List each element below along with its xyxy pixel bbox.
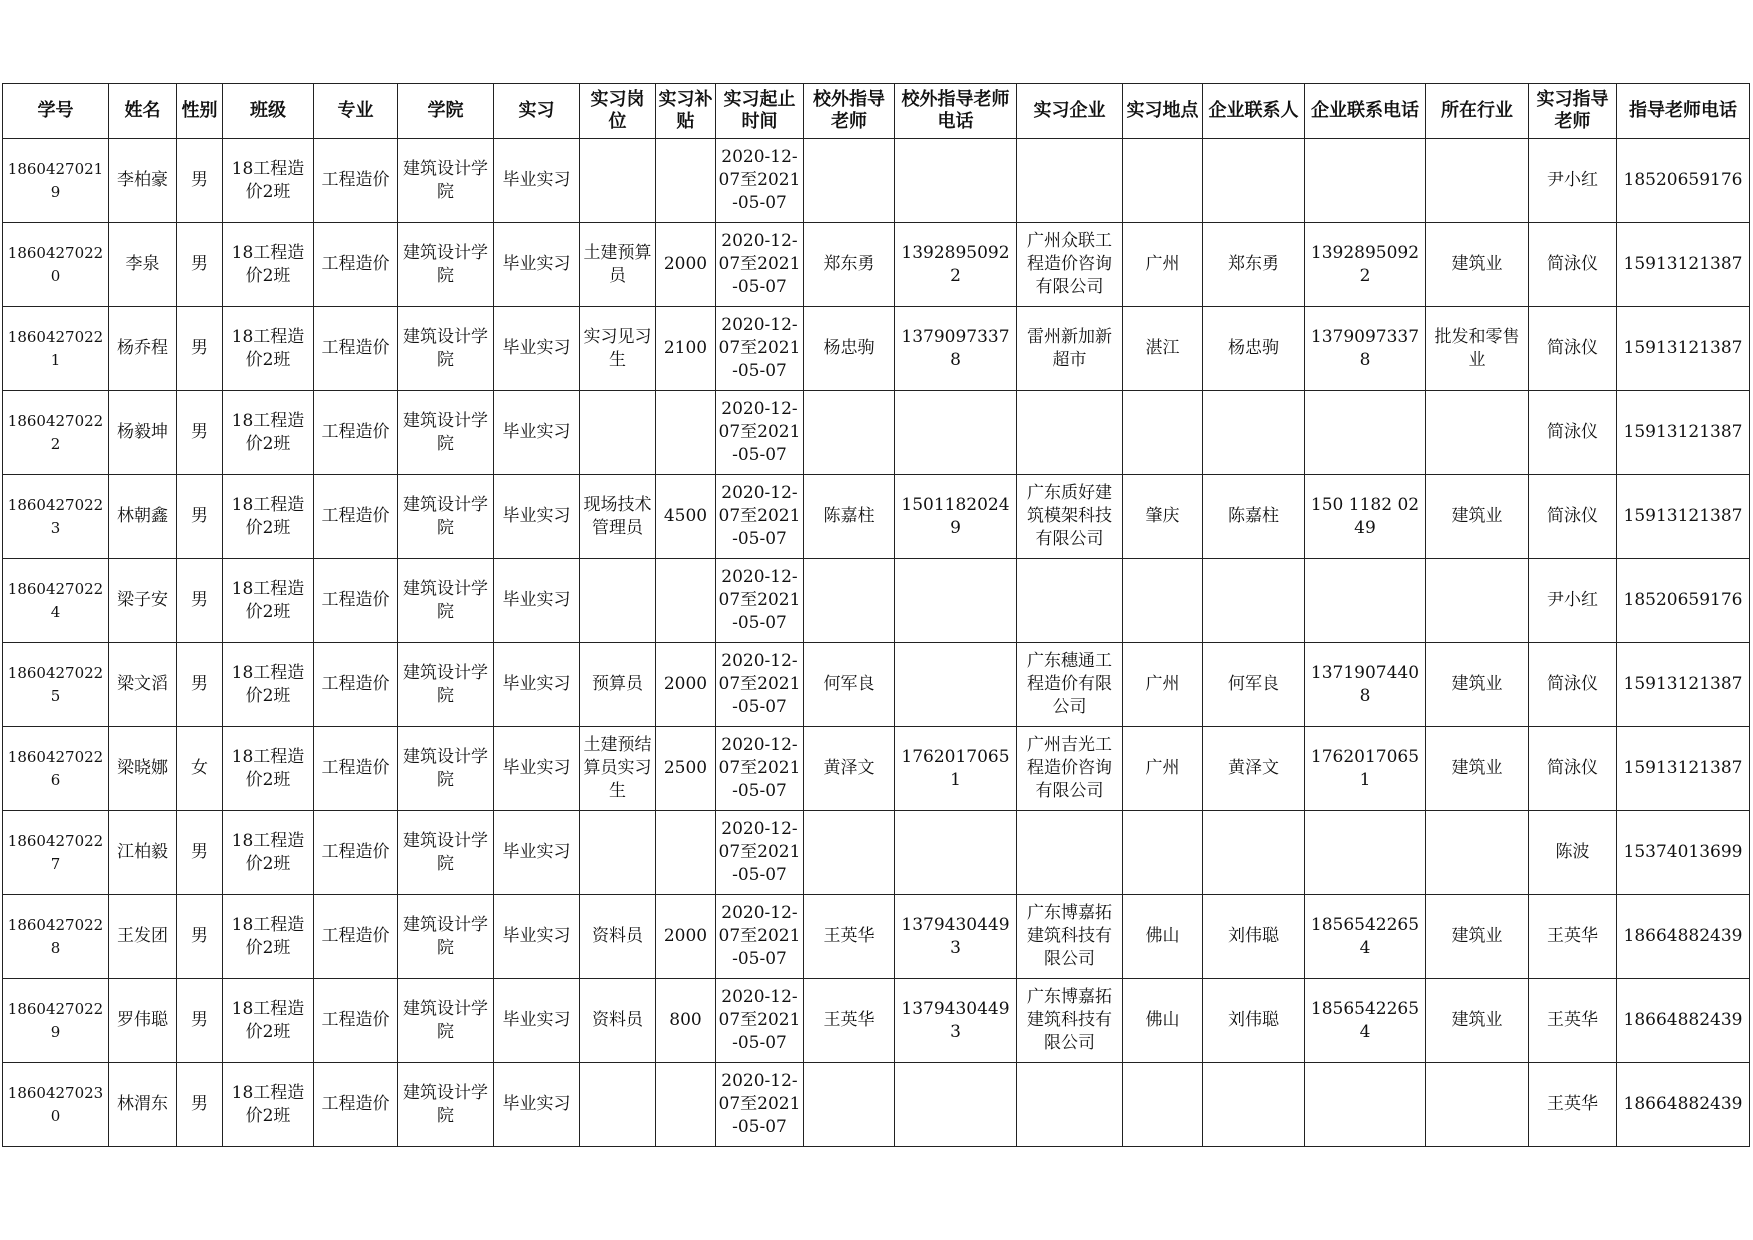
table-row bbox=[3, 391, 1750, 475]
table-cell: 湛江 bbox=[1123, 307, 1203, 391]
table-cell bbox=[580, 391, 656, 475]
table-cell: 男 bbox=[177, 895, 223, 979]
table-cell bbox=[1426, 811, 1529, 895]
column-header: 性别 bbox=[177, 84, 223, 139]
table-body bbox=[3, 139, 1750, 1147]
table-cell bbox=[1305, 559, 1426, 643]
table-cell: 男 bbox=[177, 223, 223, 307]
table-cell: 18工程造价2班 bbox=[223, 643, 314, 727]
table-cell bbox=[895, 643, 1017, 727]
table-cell: 男 bbox=[177, 559, 223, 643]
table-cell: 男 bbox=[177, 307, 223, 391]
table-cell: 建筑业 bbox=[1426, 643, 1529, 727]
table-cell: 毕业实习 bbox=[494, 895, 580, 979]
table-cell: 广州众联工程造价咨询有限公司 bbox=[1017, 223, 1123, 307]
period-text: 2020-12-07至2021-05-07 bbox=[718, 651, 801, 717]
table-cell: 建筑设计学院 bbox=[398, 727, 494, 811]
table-cell: 实习见习生 bbox=[580, 307, 656, 391]
table-cell: 陈波 bbox=[1529, 811, 1617, 895]
table-cell: 杨乔程 bbox=[109, 307, 177, 391]
table-cell: 工程造价 bbox=[314, 811, 398, 895]
table-cell: 15913121387 bbox=[1617, 475, 1750, 559]
table-cell: 黄泽文 bbox=[1203, 727, 1305, 811]
table-cell: 13719074408 bbox=[1305, 643, 1426, 727]
internship-table bbox=[2, 83, 1750, 1147]
table-cell bbox=[656, 139, 716, 223]
table-cell: 建筑业 bbox=[1426, 979, 1529, 1063]
table-cell bbox=[1017, 139, 1123, 223]
table-cell: 杨毅坤 bbox=[109, 391, 177, 475]
table-cell: 工程造价 bbox=[314, 223, 398, 307]
table-cell: 简泳仪 bbox=[1529, 307, 1617, 391]
table-cell: 13928950922 bbox=[895, 223, 1017, 307]
table-cell bbox=[804, 559, 895, 643]
table-cell bbox=[716, 307, 804, 391]
table-cell: 18604270228 bbox=[3, 895, 109, 979]
table-cell: 男 bbox=[177, 391, 223, 475]
table-cell: 毕业实习 bbox=[494, 139, 580, 223]
table-cell: 18工程造价2班 bbox=[223, 307, 314, 391]
table-cell: 2000 bbox=[656, 895, 716, 979]
table-cell: 土建预算员 bbox=[580, 223, 656, 307]
table-cell: 梁晓娜 bbox=[109, 727, 177, 811]
table-cell: 男 bbox=[177, 811, 223, 895]
table-cell: 15913121387 bbox=[1617, 223, 1750, 307]
table-cell: 男 bbox=[177, 643, 223, 727]
table-cell bbox=[1426, 139, 1529, 223]
table-cell: 男 bbox=[177, 139, 223, 223]
table-cell: 广州 bbox=[1123, 643, 1203, 727]
table-cell: 简泳仪 bbox=[1529, 727, 1617, 811]
table-cell bbox=[804, 1063, 895, 1147]
table-cell bbox=[716, 727, 804, 811]
table-cell bbox=[1305, 139, 1426, 223]
table-cell bbox=[895, 559, 1017, 643]
table-cell: 800 bbox=[656, 979, 716, 1063]
table-cell bbox=[1203, 559, 1305, 643]
table-cell: 2100 bbox=[656, 307, 716, 391]
table-cell: 15913121387 bbox=[1617, 391, 1750, 475]
table-cell: 13794304493 bbox=[895, 979, 1017, 1063]
table-cell bbox=[1017, 1063, 1123, 1147]
table-cell: 郑东勇 bbox=[1203, 223, 1305, 307]
table-cell: 广州 bbox=[1123, 223, 1203, 307]
table-cell: 工程造价 bbox=[314, 895, 398, 979]
table-cell: 黄泽文 bbox=[804, 727, 895, 811]
table-cell: 王英华 bbox=[804, 979, 895, 1063]
table-cell: 建筑设计学院 bbox=[398, 559, 494, 643]
column-header: 实习岗位 bbox=[580, 84, 656, 139]
table-cell: 罗伟聪 bbox=[109, 979, 177, 1063]
table-cell: 广东博嘉拓建筑科技有限公司 bbox=[1017, 979, 1123, 1063]
column-header: 校外指导老师电话 bbox=[895, 84, 1017, 139]
table-cell: 毕业实习 bbox=[494, 979, 580, 1063]
table-cell: 梁文滔 bbox=[109, 643, 177, 727]
table-cell: 简泳仪 bbox=[1529, 391, 1617, 475]
column-header: 实习地点 bbox=[1123, 84, 1203, 139]
table-cell: 女 bbox=[177, 727, 223, 811]
table-cell bbox=[1203, 811, 1305, 895]
table-cell: 资料员 bbox=[580, 979, 656, 1063]
table-cell bbox=[804, 811, 895, 895]
table-row bbox=[3, 475, 1750, 559]
table-cell: 18664882439 bbox=[1617, 1063, 1750, 1147]
table-cell: 18工程造价2班 bbox=[223, 727, 314, 811]
table-cell: 王英华 bbox=[804, 895, 895, 979]
table-cell: 18工程造价2班 bbox=[223, 979, 314, 1063]
table-cell bbox=[1305, 391, 1426, 475]
column-header: 班级 bbox=[223, 84, 314, 139]
table-cell: 150 1182 0249 bbox=[1305, 475, 1426, 559]
table-cell: 18604270227 bbox=[3, 811, 109, 895]
table-cell: 刘伟聪 bbox=[1203, 895, 1305, 979]
table-cell: 建筑设计学院 bbox=[398, 895, 494, 979]
table-cell: 建筑设计学院 bbox=[398, 139, 494, 223]
table-cell: 男 bbox=[177, 475, 223, 559]
table-cell bbox=[716, 1063, 804, 1147]
table-cell bbox=[580, 811, 656, 895]
table-cell: 雷州新加新超市 bbox=[1017, 307, 1123, 391]
column-header: 实习补贴 bbox=[656, 84, 716, 139]
table-cell: 18604270222 bbox=[3, 391, 109, 475]
table-cell: 毕业实习 bbox=[494, 391, 580, 475]
table-cell bbox=[716, 223, 804, 307]
table-cell: 18工程造价2班 bbox=[223, 139, 314, 223]
table-cell bbox=[1426, 1063, 1529, 1147]
table-cell bbox=[895, 391, 1017, 475]
table-cell: 18604270223 bbox=[3, 475, 109, 559]
table-cell bbox=[1123, 139, 1203, 223]
column-header: 企业联系人 bbox=[1203, 84, 1305, 139]
table-cell: 18604270229 bbox=[3, 979, 109, 1063]
table-cell: 李泉 bbox=[109, 223, 177, 307]
table-cell: 建筑业 bbox=[1426, 223, 1529, 307]
table-cell: 何军良 bbox=[804, 643, 895, 727]
table-cell: 17620170651 bbox=[895, 727, 1017, 811]
table-cell: 王英华 bbox=[1529, 1063, 1617, 1147]
table-row bbox=[3, 979, 1750, 1063]
table-cell bbox=[1305, 811, 1426, 895]
table-cell bbox=[580, 559, 656, 643]
table-cell: 毕业实习 bbox=[494, 475, 580, 559]
table-cell bbox=[1203, 1063, 1305, 1147]
table-cell bbox=[656, 811, 716, 895]
header-row bbox=[3, 84, 1750, 139]
table-cell bbox=[716, 643, 804, 727]
table-cell: 18604270230 bbox=[3, 1063, 109, 1147]
table-cell bbox=[656, 1063, 716, 1147]
period-text: 2020-12-07至2021-05-07 bbox=[718, 399, 801, 465]
table-cell: 陈嘉柱 bbox=[804, 475, 895, 559]
period-text: 2020-12-07至2021-05-07 bbox=[718, 987, 801, 1053]
table-cell: 建筑业 bbox=[1426, 895, 1529, 979]
table-cell: 18604270219 bbox=[3, 139, 109, 223]
table-cell bbox=[1017, 811, 1123, 895]
table-cell: 王发团 bbox=[109, 895, 177, 979]
table-cell bbox=[1426, 559, 1529, 643]
table-cell: 18工程造价2班 bbox=[223, 559, 314, 643]
table-cell bbox=[716, 979, 804, 1063]
table-cell: 简泳仪 bbox=[1529, 475, 1617, 559]
table-cell: 杨忠驹 bbox=[804, 307, 895, 391]
table-cell: 15913121387 bbox=[1617, 643, 1750, 727]
table-cell: 15374013699 bbox=[1617, 811, 1750, 895]
table-cell: 佛山 bbox=[1123, 895, 1203, 979]
period-text: 2020-12-07至2021-05-07 bbox=[718, 903, 801, 969]
table-row bbox=[3, 1063, 1750, 1147]
table-cell: 梁子安 bbox=[109, 559, 177, 643]
table-cell: 工程造价 bbox=[314, 139, 398, 223]
table-cell bbox=[895, 1063, 1017, 1147]
table-cell bbox=[804, 139, 895, 223]
table-cell: 广东质好建筑模架科技有限公司 bbox=[1017, 475, 1123, 559]
table-cell: 18664882439 bbox=[1617, 979, 1750, 1063]
table-cell: 工程造价 bbox=[314, 979, 398, 1063]
table-cell bbox=[580, 139, 656, 223]
column-header: 校外指导老师 bbox=[804, 84, 895, 139]
table-cell bbox=[895, 139, 1017, 223]
table-cell: 2500 bbox=[656, 727, 716, 811]
table-cell: 杨忠驹 bbox=[1203, 307, 1305, 391]
table-cell: 18工程造价2班 bbox=[223, 811, 314, 895]
table-cell bbox=[804, 391, 895, 475]
period-text: 2020-12-07至2021-05-07 bbox=[718, 315, 801, 381]
table-cell: 广州吉光工程造价咨询有限公司 bbox=[1017, 727, 1123, 811]
column-header: 指导老师电话 bbox=[1617, 84, 1750, 139]
table-cell: 工程造价 bbox=[314, 1063, 398, 1147]
table-cell: 简泳仪 bbox=[1529, 643, 1617, 727]
column-header: 学号 bbox=[3, 84, 109, 139]
table-cell bbox=[716, 391, 804, 475]
period-text: 2020-12-07至2021-05-07 bbox=[718, 567, 801, 633]
table-cell: 何军良 bbox=[1203, 643, 1305, 727]
table-cell: 工程造价 bbox=[314, 391, 398, 475]
table-cell: 18565422654 bbox=[1305, 979, 1426, 1063]
table-cell: 男 bbox=[177, 979, 223, 1063]
period-text: 2020-12-07至2021-05-07 bbox=[718, 483, 801, 549]
table-cell: 建筑设计学院 bbox=[398, 307, 494, 391]
table-cell: 18664882439 bbox=[1617, 895, 1750, 979]
table-cell: 13928950922 bbox=[1305, 223, 1426, 307]
table-cell: 广州 bbox=[1123, 727, 1203, 811]
column-header: 姓名 bbox=[109, 84, 177, 139]
table-cell: 肇庆 bbox=[1123, 475, 1203, 559]
table-cell: 13790973378 bbox=[895, 307, 1017, 391]
table-cell bbox=[1123, 391, 1203, 475]
table-cell: 15913121387 bbox=[1617, 307, 1750, 391]
table-row bbox=[3, 727, 1750, 811]
table-cell: 13794304493 bbox=[895, 895, 1017, 979]
period-text: 2020-12-07至2021-05-07 bbox=[718, 819, 801, 885]
table-cell bbox=[1203, 139, 1305, 223]
table-cell: 毕业实习 bbox=[494, 727, 580, 811]
column-header: 实习起止时间 bbox=[716, 84, 804, 139]
table-cell: 尹小红 bbox=[1529, 559, 1617, 643]
table-cell: 工程造价 bbox=[314, 559, 398, 643]
table-cell bbox=[580, 1063, 656, 1147]
table-cell: 毕业实习 bbox=[494, 811, 580, 895]
table-cell bbox=[1017, 391, 1123, 475]
period-text: 2020-12-07至2021-05-07 bbox=[718, 1071, 801, 1137]
column-header: 实习指导老师 bbox=[1529, 84, 1617, 139]
table-cell: 建筑设计学院 bbox=[398, 223, 494, 307]
table-cell bbox=[656, 559, 716, 643]
table-row bbox=[3, 895, 1750, 979]
table-cell bbox=[1017, 559, 1123, 643]
table-row bbox=[3, 307, 1750, 391]
table-cell: 15011820249 bbox=[895, 475, 1017, 559]
table-cell: 18604270220 bbox=[3, 223, 109, 307]
table-row bbox=[3, 643, 1750, 727]
table-cell bbox=[1203, 391, 1305, 475]
table-cell: 刘伟聪 bbox=[1203, 979, 1305, 1063]
table-cell: 佛山 bbox=[1123, 979, 1203, 1063]
table-cell: 工程造价 bbox=[314, 307, 398, 391]
table-cell: 18604270226 bbox=[3, 727, 109, 811]
table-cell: 18520659176 bbox=[1617, 559, 1750, 643]
table-cell: 资料员 bbox=[580, 895, 656, 979]
table-cell: 18565422654 bbox=[1305, 895, 1426, 979]
table-cell bbox=[1426, 391, 1529, 475]
table-cell: 简泳仪 bbox=[1529, 223, 1617, 307]
table-cell: 王英华 bbox=[1529, 979, 1617, 1063]
table-cell bbox=[716, 895, 804, 979]
table-row bbox=[3, 223, 1750, 307]
table-cell: 建筑设计学院 bbox=[398, 1063, 494, 1147]
table-cell: 18604270221 bbox=[3, 307, 109, 391]
column-header: 实习 bbox=[494, 84, 580, 139]
table-cell: 毕业实习 bbox=[494, 223, 580, 307]
table-cell: 郑东勇 bbox=[804, 223, 895, 307]
table-cell: 13790973378 bbox=[1305, 307, 1426, 391]
table-cell: 王英华 bbox=[1529, 895, 1617, 979]
table-cell: 4500 bbox=[656, 475, 716, 559]
table-cell: 2000 bbox=[656, 643, 716, 727]
table-cell: 18604270224 bbox=[3, 559, 109, 643]
table-cell: 18604270225 bbox=[3, 643, 109, 727]
table-cell: 工程造价 bbox=[314, 475, 398, 559]
table-cell: 建筑设计学院 bbox=[398, 643, 494, 727]
table-cell: 批发和零售业 bbox=[1426, 307, 1529, 391]
table-cell: 建筑设计学院 bbox=[398, 391, 494, 475]
table-cell bbox=[1305, 1063, 1426, 1147]
table-cell bbox=[1123, 811, 1203, 895]
table-cell: 17620170651 bbox=[1305, 727, 1426, 811]
table-cell: 2000 bbox=[656, 223, 716, 307]
table-cell: 广东穗通工程造价有限公司 bbox=[1017, 643, 1123, 727]
column-header: 实习企业 bbox=[1017, 84, 1123, 139]
column-header: 学院 bbox=[398, 84, 494, 139]
table-cell: 尹小红 bbox=[1529, 139, 1617, 223]
table-cell: 18工程造价2班 bbox=[223, 391, 314, 475]
table-cell: 林朝鑫 bbox=[109, 475, 177, 559]
table-cell bbox=[716, 811, 804, 895]
table-cell: 18工程造价2班 bbox=[223, 223, 314, 307]
table-cell: 工程造价 bbox=[314, 643, 398, 727]
table-cell: 18工程造价2班 bbox=[223, 475, 314, 559]
period-text: 2020-12-07至2021-05-07 bbox=[718, 735, 801, 801]
table-cell bbox=[716, 475, 804, 559]
table-cell: 陈嘉柱 bbox=[1203, 475, 1305, 559]
table-cell: 广东博嘉拓建筑科技有限公司 bbox=[1017, 895, 1123, 979]
table-cell: 建筑设计学院 bbox=[398, 811, 494, 895]
table-cell: 李柏豪 bbox=[109, 139, 177, 223]
column-header: 企业联系电话 bbox=[1305, 84, 1426, 139]
table-row bbox=[3, 811, 1750, 895]
table-cell: 毕业实习 bbox=[494, 307, 580, 391]
table-cell: 土建预结算员实习生 bbox=[580, 727, 656, 811]
table-cell: 江柏毅 bbox=[109, 811, 177, 895]
table-cell: 15913121387 bbox=[1617, 727, 1750, 811]
table-cell bbox=[1123, 559, 1203, 643]
table-cell: 男 bbox=[177, 1063, 223, 1147]
table-cell bbox=[1123, 1063, 1203, 1147]
table-cell bbox=[656, 391, 716, 475]
table-cell bbox=[895, 811, 1017, 895]
table-cell: 建筑设计学院 bbox=[398, 979, 494, 1063]
table-cell: 建筑业 bbox=[1426, 475, 1529, 559]
table-cell: 建筑业 bbox=[1426, 727, 1529, 811]
table-cell: 建筑设计学院 bbox=[398, 475, 494, 559]
table-cell: 毕业实习 bbox=[494, 643, 580, 727]
column-header: 专业 bbox=[314, 84, 398, 139]
table-cell: 林渭东 bbox=[109, 1063, 177, 1147]
period-text: 2020-12-07至2021-05-07 bbox=[718, 231, 801, 297]
table-cell: 18工程造价2班 bbox=[223, 895, 314, 979]
column-header: 所在行业 bbox=[1426, 84, 1529, 139]
table-row bbox=[3, 559, 1750, 643]
table-cell: 毕业实习 bbox=[494, 559, 580, 643]
table-row bbox=[3, 139, 1750, 223]
period-text: 2020-12-07至2021-05-07 bbox=[718, 147, 801, 213]
table-cell bbox=[716, 139, 804, 223]
table-cell: 18520659176 bbox=[1617, 139, 1750, 223]
table-cell: 18工程造价2班 bbox=[223, 1063, 314, 1147]
table-cell: 工程造价 bbox=[314, 727, 398, 811]
table-cell: 毕业实习 bbox=[494, 1063, 580, 1147]
table-cell bbox=[716, 559, 804, 643]
table-cell: 现场技术管理员 bbox=[580, 475, 656, 559]
table-cell: 预算员 bbox=[580, 643, 656, 727]
